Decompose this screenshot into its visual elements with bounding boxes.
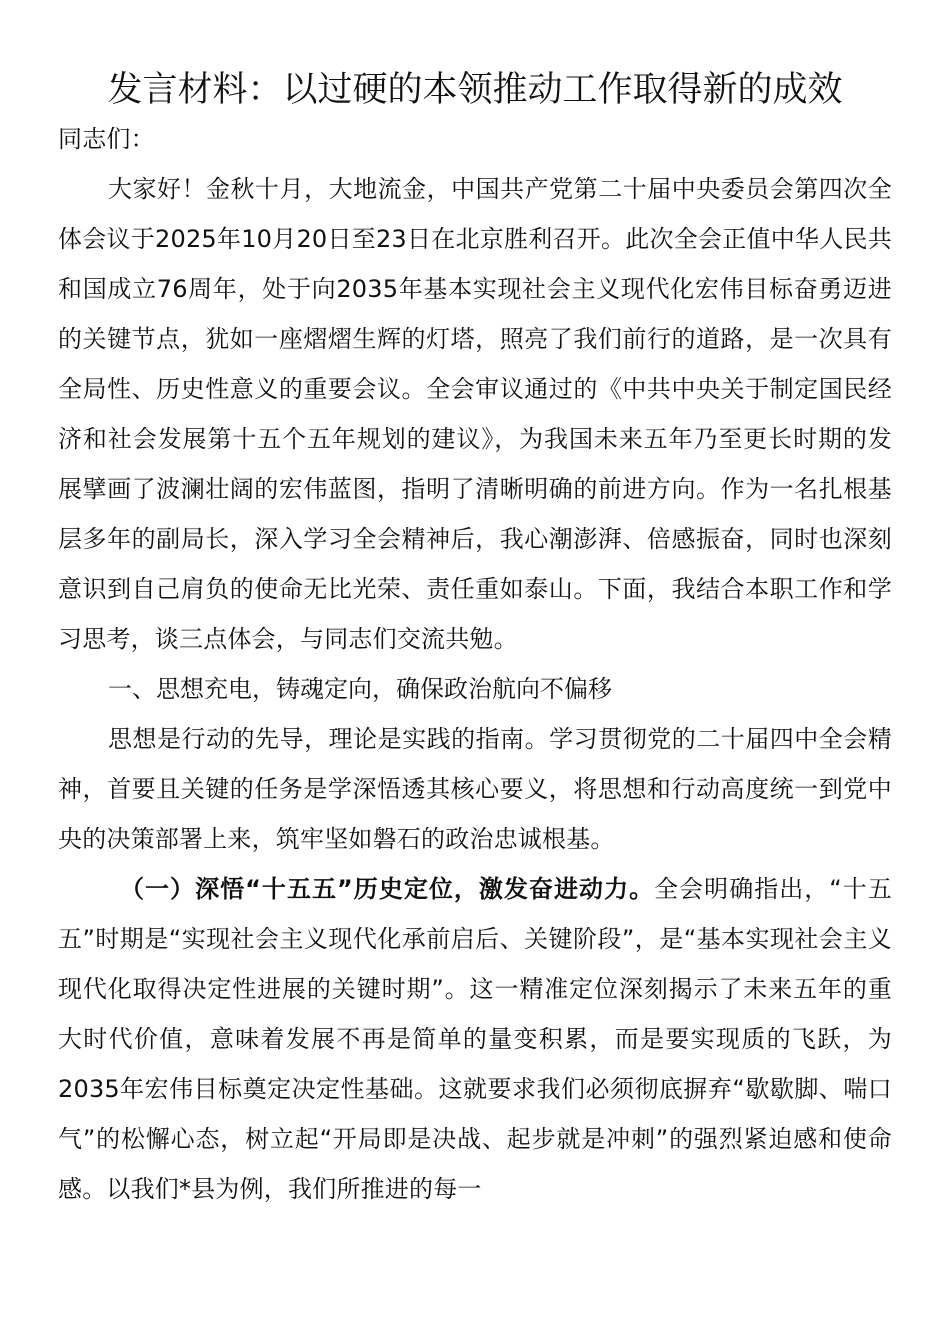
subsection-1-body: 全会明确指出，“十五五”时期是“实现社会主义现代化承前启后、关键阶段”，是“基本实现社会主义现代化取得决定性进展的关键时期”。这一精准定位深刻揭示了未来五年的重大时代价值，意味着发展不再是简单的量变积累，而是要实现质的飞跃，为2035年宏伟目标奠定决定性基础。这就要求我们必须彻底摒弃“歇歇脚、喘口气”的松懈心态，树立起“开局即是决战、起步就是冲刺”的强烈紧迫感和使命感。以我们*县为例，我们所推进的每一: [58, 875, 892, 1203]
subsection-1-lead: （一）深悟“十五五”历史定位，激发奋进动力。: [120, 875, 655, 903]
section-1-intro: 思想是行动的先导，理论是实践的指南。学习贯彻党的二十届四中全会精神，首要且关键的任务是学深悟透其核心要义，将思想和行动高度统一到党中央的决策部署上来，筑牢坚如磐石的政治忠诚根基。: [58, 725, 892, 853]
document-title: 发言材料：以过硬的本领推动工作取得新的成效: [107, 70, 843, 110]
salutation: 同志们：: [58, 125, 155, 153]
section-heading-1: 一、思想充电，铸魂定向，确保政治航向不偏移: [108, 675, 612, 703]
subsection-1-paragraph: [58, 864, 892, 1214]
document-page: [58, 66, 892, 1214]
opening-paragraph: 大家好！金秋十月，大地流金，中国共产党第二十届中央委员会第四次全体会议于2025年10月20日至23日在北京胜利召开。此次全会正值中华人民共和国成立76周年，处于向2035年基本实现社会主义现代化宏伟目标奋勇迈进的关键节点，犹如一座熠熠生辉的灯塔，照亮了我们前行的道路，是一次具有全局性、历史性意义的重要会议。全会审议通过的《中共中央关于制定国民经济和社会发展第十五个五年规划的建议》，为我国未来五年乃至更长时期的发展擘画了波澜壮阔的宏伟蓝图，指明了清晰明确的前进方向。作为一名扎根基层多年的副局长，深入学习全会精神后，我心潮澎湃、倍感振奋，同时也深刻意识到自己肩负的使命无比光荣、责任重如泰山。下面，我结合本职工作和学习思考，谈三点体会，与同志们交流共勉。: [58, 175, 892, 653]
